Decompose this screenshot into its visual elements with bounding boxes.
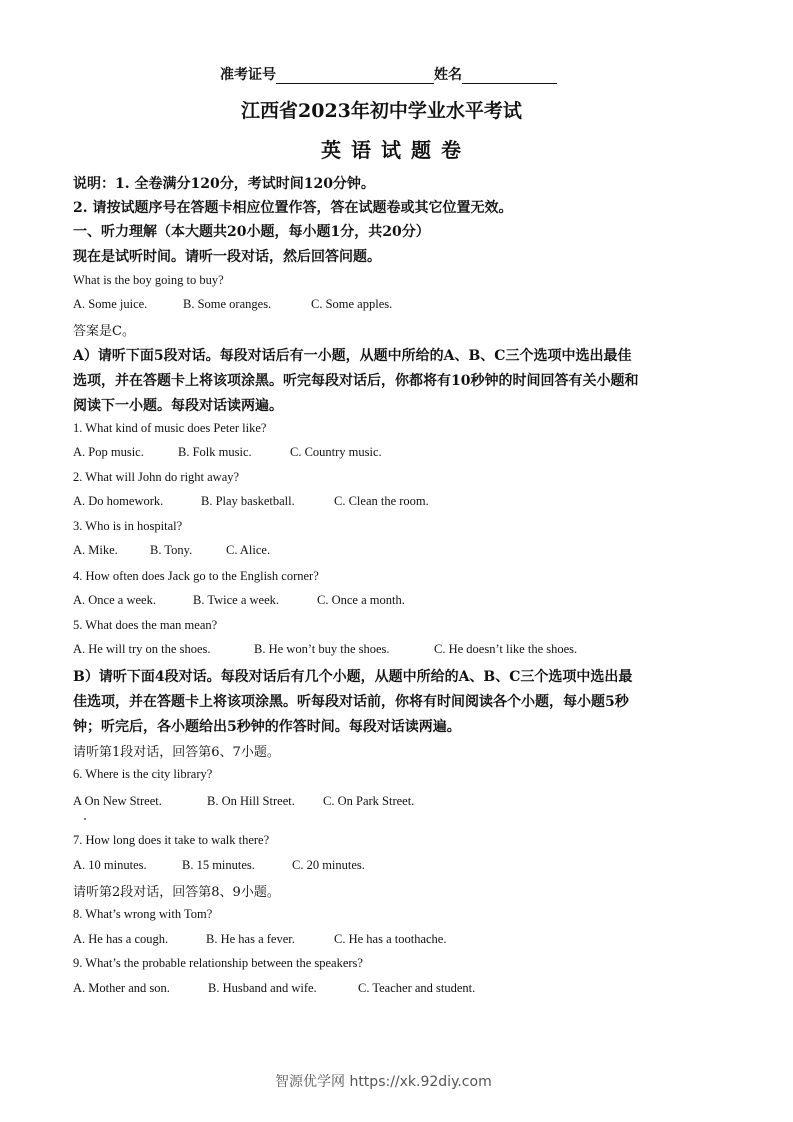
part-b-instructions-1: B）请听下面4段对话。每段对话后有几个小题，从题中所给的A、B、C三个选项中选出最 [73, 669, 633, 685]
part-b-instructions-3: 钟；听完后，各小题给出5秒钟的作答时间。每段对话读两遍。 [73, 719, 461, 735]
option-b: B. Play basketball. [201, 494, 295, 508]
question-8-options [73, 932, 446, 947]
question-1: 1. What kind of music does Peter like? [73, 421, 267, 435]
option-a: A. Mother and son. [73, 981, 170, 995]
part-a-instructions-1: A）请听下面5段对话。每段对话后有一小题，从题中所给的A、B、C三个选项中选出最佳 [73, 348, 632, 364]
option-a: A On New Street. [73, 794, 162, 808]
option-a: A. Once a week. [73, 593, 156, 607]
option-a: A. Pop music. [73, 445, 144, 459]
option-a: A. He has a cough. [73, 932, 169, 946]
question-6-options [73, 794, 414, 809]
name-blank [462, 69, 557, 84]
part-a-instructions-2: 选项，并在答题卡上将该项涂黑。听完每段对话后，你都将有10秒钟的时间回答有关小题和 [73, 373, 639, 389]
option-b: B. He won’t buy the shoes. [254, 642, 390, 656]
dialog-2-intro: 请听第2段对话，回答第8、9小题。 [73, 885, 280, 900]
option-c: C. Teacher and student. [358, 981, 476, 995]
option-a: A. Do homework. [73, 494, 164, 508]
option-b: B. 15 minutes. [182, 858, 255, 872]
option-b: B. He has a fever. [206, 932, 295, 946]
question-9-options [73, 981, 475, 996]
notes-line-1: 说明：1. 全卷满分120分，考试时间120分钟。 [73, 176, 375, 192]
question-2-options [73, 494, 429, 509]
notes-line-2: 2. 请按试题序号在答题卡相应位置作答，答在试题卷或其它位置无效。 [73, 200, 513, 216]
option-a: A. Some juice. [73, 297, 148, 311]
option-b: B. Tony. [150, 543, 193, 557]
option-a: A. He will try on the shoes. [73, 642, 211, 656]
option-c: C. He doesn’t like the shoes. [434, 642, 578, 656]
practice-answer: 答案是C。 [73, 324, 135, 339]
option-b: B. On Hill Street. [207, 794, 295, 808]
question-3-options [73, 543, 270, 558]
question-7-options [73, 858, 365, 873]
dialog-1-intro: 请听第1段对话，回答第6、7小题。 [73, 745, 280, 760]
option-c: C. Clean the room. [334, 494, 429, 508]
option-b: B. Some oranges. [183, 297, 272, 311]
question-3: 3. Who is in hospital? [73, 519, 183, 533]
footer-watermark: 智源优学网 https://xk.92diy.com [275, 1074, 492, 1090]
exam-subtitle: 英语试题卷 [321, 138, 471, 162]
stray-dot [84, 818, 86, 820]
question-8: 8. What’s wrong with Tom? [73, 907, 213, 921]
section-title: 一、听力理解（本大题共20小题，每小题1分，共20分） [73, 224, 430, 240]
question-4-options [73, 593, 405, 608]
practice-question: What is the boy going to buy? [73, 273, 224, 287]
option-c: C. Alice. [226, 543, 271, 557]
practice-intro: 现在是试听时间。请听一段对话，然后回答问题。 [73, 249, 381, 265]
question-2: 2. What will John do right away? [73, 470, 240, 484]
name-label: 姓名 [434, 67, 462, 83]
option-c: C. Some apples. [311, 297, 393, 311]
practice-options [73, 297, 392, 312]
question-1-options [73, 445, 382, 460]
question-7: 7. How long does it take to walk there? [73, 833, 270, 847]
option-b: B. Twice a week. [193, 593, 280, 607]
exam-header-fields [220, 64, 557, 84]
question-9: 9. What’s the probable relationship between the speakers? [73, 956, 363, 970]
exam-number-label: 准考证号 [220, 67, 276, 83]
option-c: C. He has a toothache. [334, 932, 447, 946]
option-c: C. Once a month. [317, 593, 405, 607]
exam-title: 江西省2023年初中学业水平考试 [241, 100, 522, 122]
option-a: A. Mike. [73, 543, 118, 557]
part-b-instructions-2: 佳选项，并在答题卡上将该项涂黑。听每段对话前，你将有时间阅读各个小题，每小题5秒 [73, 694, 629, 710]
option-a: A. 10 minutes. [73, 858, 147, 872]
question-4: 4. How often does Jack go to the English corner? [73, 569, 319, 583]
exam-number-blank [276, 69, 434, 84]
option-c: C. Country music. [290, 445, 382, 459]
question-5: 5. What does the man mean? [73, 618, 218, 632]
option-b: B. Folk music. [178, 445, 252, 459]
option-b: B. Husband and wife. [208, 981, 317, 995]
question-5-options [73, 642, 577, 657]
part-a-instructions-3: 阅读下一小题。每段对话读两遍。 [73, 398, 283, 414]
option-c: C. On Park Street. [323, 794, 415, 808]
option-c: C. 20 minutes. [292, 858, 365, 872]
question-6: 6. Where is the city library? [73, 767, 213, 781]
